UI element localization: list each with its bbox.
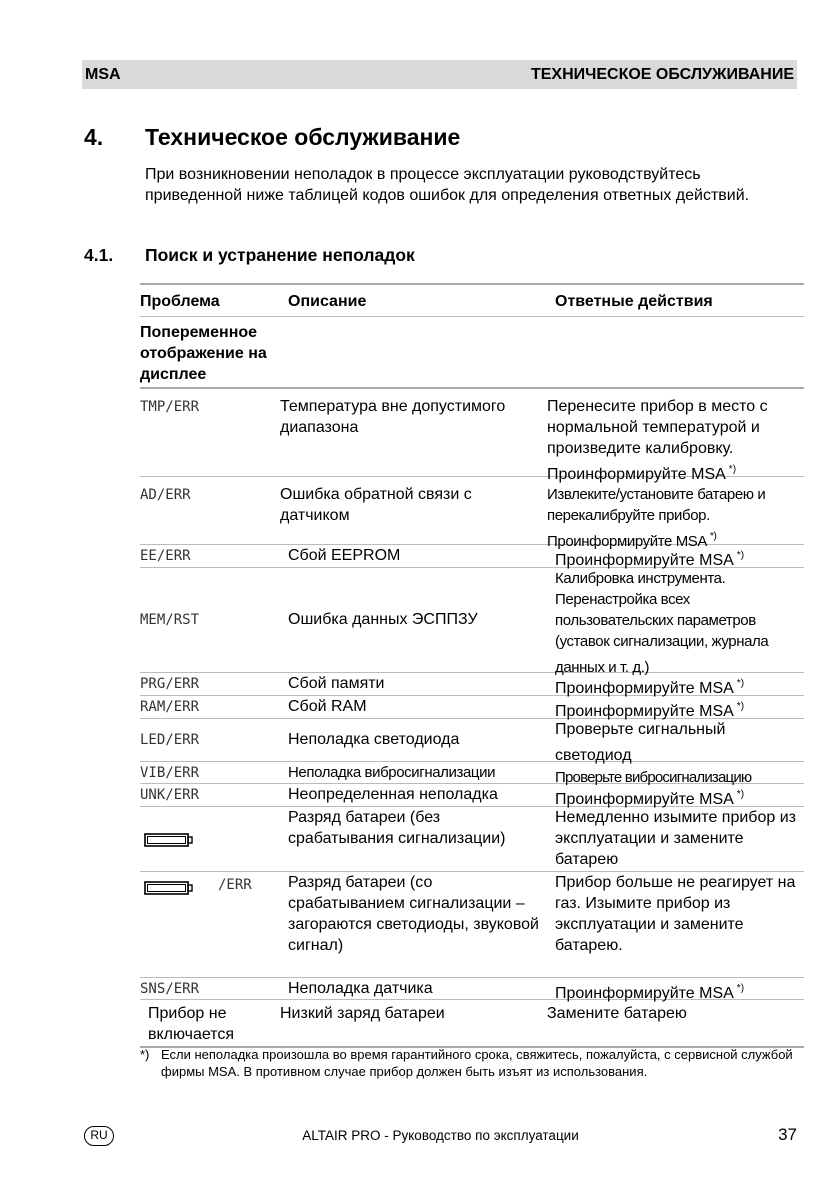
error-description: Температура вне допустимого диапазона [280, 398, 506, 436]
table-row [140, 545, 804, 568]
error-action: Немедленно изымите прибор из эксплуатации и замените батарею [555, 809, 796, 868]
footer-title: ALTAIR PRO - Руководство по эксплуатации [302, 1128, 579, 1143]
table-row [140, 784, 804, 807]
table-row [140, 719, 804, 762]
table-row [140, 477, 804, 550]
table-row [140, 389, 804, 483]
table-row [140, 673, 804, 696]
error-action: Проинформируйте MSA *) [555, 701, 745, 720]
error-code: /ERR [218, 877, 252, 893]
error-description: Разряд батареи (без срабатывания сигнализации) [288, 809, 506, 847]
table-row [140, 568, 804, 676]
footnote-text: Если неполадка произошла во время гарантийного срока, свяжитесь, пожалуйста, с сервисной службой фирмы MSA. В противном случае прибор должен быть изъят из использования. [161, 1047, 793, 1079]
error-description: Ошибка обратной связи с датчиком [280, 486, 472, 524]
error-code: LED/ERR [140, 732, 200, 748]
error-action: Проверьте вибросигнализацию [555, 769, 752, 786]
error-action: Замените батарею [547, 1005, 687, 1022]
header-brand: MSA [85, 65, 121, 83]
battery-icon [144, 829, 279, 850]
error-action: Прибор больше не реагирует на газ. Изымите прибор из эксплуатации и замените батарею. [555, 874, 796, 954]
table-row [140, 1000, 804, 1048]
error-description: Разряд батареи (со срабатыванием сигнализации – загораются светодиоды, звуковой сигнал) [288, 874, 539, 954]
error-description: Неопределенная неполадка [288, 786, 498, 803]
table-row [140, 696, 804, 719]
footnote [140, 1046, 800, 1080]
table-row [140, 807, 804, 872]
error-action: Извлеките/установите батарею и перекалибруйте прибор. Проинформируйте MSA *) [547, 486, 766, 550]
error-code: SNS/ERR [140, 981, 200, 997]
error-description: Неполадка вибросигнализации [288, 764, 496, 781]
page-footer [84, 1126, 797, 1148]
error-action: Проинформируйте MSA *) [555, 789, 745, 808]
error-action: Калибровка инструмента. Перенастройка всех пользовательских параметров (уставок сигнализации, журнала данных и т. д.) [555, 570, 769, 676]
error-action: Проинформируйте MSA *) [555, 550, 745, 569]
error-code: Прибор не включается [148, 1005, 235, 1043]
section-number: 4. [84, 124, 104, 150]
error-description: Сбой RAM [288, 698, 367, 715]
section-intro: При возникновении неполадок в процессе эксплуатации руководствуйтесь приведенной ниже таблицей кодов ошибок для определения ответных действий. [145, 166, 750, 204]
error-action: Проинформируйте MSA *) [555, 678, 745, 697]
error-description: Сбой EEPROM [288, 547, 401, 564]
error-description: Низкий заряд батареи [280, 1005, 445, 1022]
header-description: Описание [288, 293, 367, 310]
page-number: 37 [778, 1125, 797, 1144]
table-group-row [140, 317, 804, 389]
error-action: Проверьте сигнальный светодиод [555, 721, 726, 764]
error-code: UNK/ERR [140, 787, 200, 803]
error-action: Перенесите прибор в место с нормальной температурой и произведите калибровку. Проинформируйте MSA *) [547, 398, 768, 483]
error-code: PRG/ERR [140, 676, 200, 692]
header-section: ТЕХНИЧЕСКОЕ ОБСЛУЖИВАНИЕ [530, 65, 794, 83]
header-action: Ответные действия [555, 293, 713, 310]
troubleshooting-table [140, 283, 804, 1048]
error-action: Проинформируйте MSA *) [555, 983, 745, 1002]
table-row [140, 978, 804, 1000]
section-title: Техническое обслуживание [145, 124, 461, 150]
table-row [140, 762, 804, 784]
error-code: EE/ERR [140, 548, 191, 564]
subsection-number: 4.1. [84, 245, 114, 265]
error-code: RAM/ERR [140, 699, 200, 715]
table-row [140, 872, 804, 978]
page-header [82, 60, 797, 89]
error-code: AD/ERR [140, 487, 191, 503]
language-badge: RU [84, 1126, 114, 1146]
error-code: VIB/ERR [140, 765, 200, 781]
group-label: Попеременное отображение на дисплее [140, 324, 267, 383]
error-description: Неполадка датчика [288, 980, 433, 997]
error-code: TMP/ERR [140, 399, 200, 415]
subsection-title: Поиск и устранение неполадок [145, 245, 415, 265]
header-problem: Проблема [140, 293, 220, 310]
error-description: Ошибка данных ЭСППЗУ [288, 611, 478, 628]
error-description: Сбой памяти [288, 675, 385, 692]
error-code: MEM/RST [140, 612, 200, 628]
error-description: Неполадка светодиода [288, 731, 460, 748]
footnote-mark: *) [140, 1047, 150, 1062]
table-header-row [140, 285, 804, 317]
